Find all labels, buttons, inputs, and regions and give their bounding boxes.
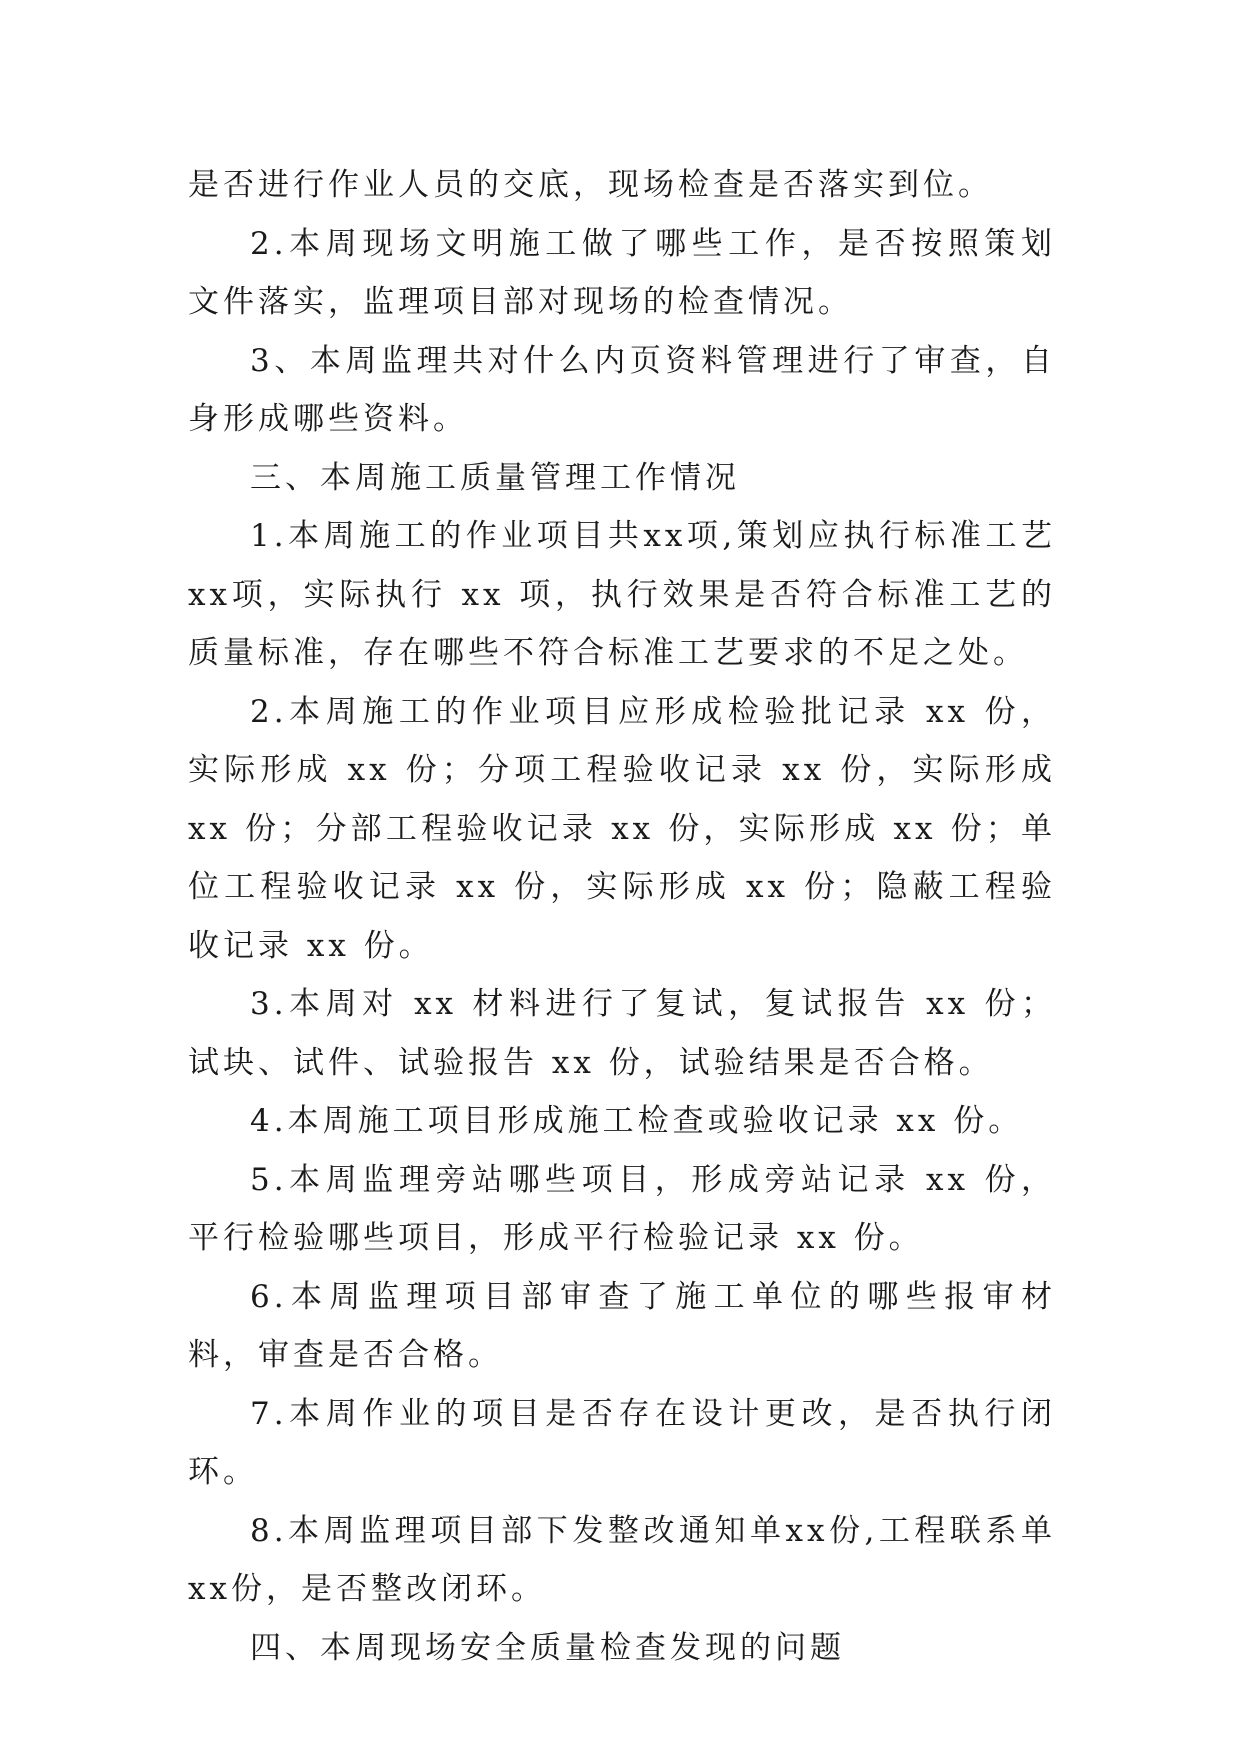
section-heading-4: 四、本周现场安全质量检查发现的问题 (250, 1629, 845, 1666)
paragraph-quality-item-8: 8.本周监理项目部下发整改通知单xx份,工程联系单xx份，是否整改闭环。 (188, 1512, 1056, 1607)
paragraph-quality-item-6: 6.本周监理项目部审查了施工单位的哪些报审材料，审查是否合格。 (188, 1278, 1056, 1373)
paragraph-continuation: 是否进行作业人员的交底，现场检查是否落实到位。 (188, 167, 993, 203)
paragraph-item-2-civilized-construction: 2.本周现场文明施工做了哪些工作，是否按照策划文件落实，监理项目部对现场的检查情况。 (188, 225, 1056, 320)
paragraph-quality-item-4: 4.本周施工项目形成施工检查或验收记录 xx 份。 (250, 1103, 1024, 1139)
paragraph-quality-item-2: 2.本周施工的作业项目应形成检验批记录 xx 份，实际形成 xx 份；分项工程验收记录 xx 份，实际形成 xx 份；分部工程验收记录 xx 份，实际形成 xx 份；单位工程验收记录 xx 份，实际形成 xx 份；隐蔽工程验收记录 xx 份。 (188, 693, 1056, 964)
paragraph-quality-item-1: 1.本周施工的作业项目共xx项,策划应执行标准工艺xx项，实际执行 xx 项，执行效果是否符合标准工艺的质量标准，存在哪些不符合标准工艺要求的不足之处。 (188, 518, 1056, 671)
paragraph-item-3-document-review: 3、本周监理共对什么内页资料管理进行了审查，自身形成哪些资料。 (188, 342, 1056, 437)
paragraph-quality-item-7: 7.本周作业的项目是否存在设计更改，是否执行闭环。 (188, 1395, 1056, 1490)
paragraph-quality-item-5: 5.本周监理旁站哪些项目，形成旁站记录 xx 份，平行检验哪些项目，形成平行检验记录 xx 份。 (188, 1161, 1056, 1256)
section-heading-3: 三、本周施工质量管理工作情况 (250, 459, 740, 496)
paragraph-quality-item-3: 3.本周对 xx 材料进行了复试，复试报告 xx 份；试块、试件、试验报告 xx 份，试验结果是否合格。 (188, 986, 1056, 1081)
document-body (188, 156, 1056, 1677)
